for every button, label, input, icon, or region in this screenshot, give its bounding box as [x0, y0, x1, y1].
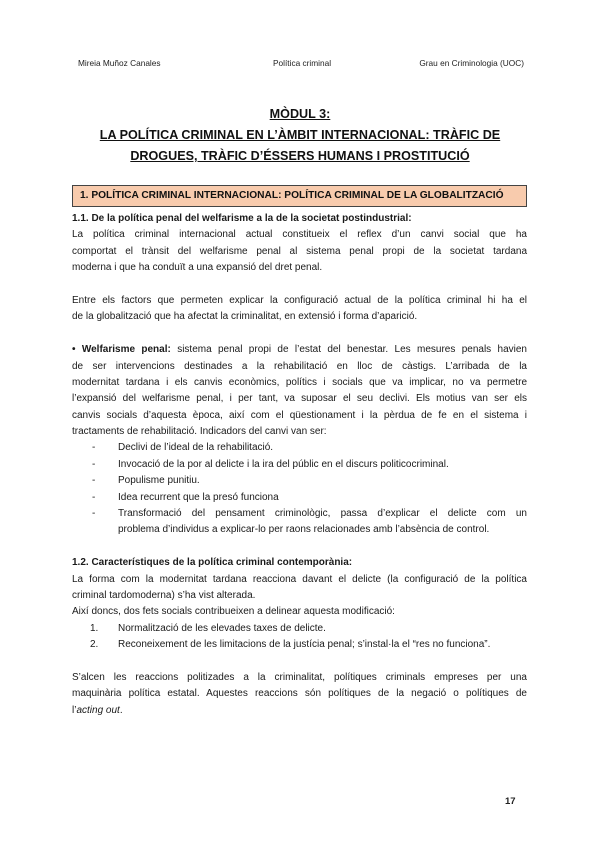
module-title-line2: LA POLÍTICA CRIMINAL EN L’ÀMBIT INTERNACIONAL: TRÀFIC DE: [99, 128, 501, 142]
list-item-continuation: problema d’individus a explicar-lo per raons relacionades amb l’absència de control.: [118, 524, 490, 536]
paragraph-line: Així doncs, dos fets socials contribueixen a delinear aquesta modificació:: [72, 606, 395, 618]
bullet-term: • Welfarisme penal:: [72, 344, 171, 356]
paragraph-line: La política criminal internacional actual constitueix el reflex d’un canvi social que ha: [72, 229, 527, 241]
list-item: - Populisme punitiu.: [72, 473, 527, 489]
subsection-heading-1-2: 1.2. Característiques de la política criminal contemporània:: [72, 557, 353, 569]
bullet-rest: sistema penal propi de l’estat del benestar. Les mesures penals havien: [177, 344, 527, 356]
paragraph-line-last: l’acting out.: [72, 704, 123, 716]
paragraph-line: de ser intervencions destinades a la rehabilitació en lloc de càstigs. L’arribada de la: [72, 360, 527, 372]
module-title-line3: DROGUES, TRÀFIC D’ÉSSERS HUMANS I PROSTITUCIÓ: [130, 149, 470, 163]
paragraph-line: maquinària política estatal. Aquestes reaccions són polítiques de la negació o polítiques de: [72, 688, 527, 700]
paragraph-line: modernitat tardana i els canvis econòmics, polítics i socials que va implicar, no va permetre: [72, 376, 527, 388]
italic-term: acting out: [76, 704, 120, 716]
numbered-item: 2. Reconeixement de les limitacions de la justícia penal; s’instal·la el “res no funciona”.: [90, 639, 491, 651]
paragraph-line: tractaments de rehabilitació. Indicadors del canvi van ser:: [72, 426, 327, 438]
paragraph-line: criminal tardomoderna) s’ha vist alterada.: [72, 589, 256, 601]
header-degree: Grau en Criminologia (UOC): [419, 58, 524, 68]
page-header: [78, 58, 524, 72]
page-number: 17: [505, 796, 516, 807]
paragraph-line: moderna i que ha conduït a una expansió del dret penal.: [72, 262, 323, 274]
header-course: Política criminal: [273, 58, 332, 68]
paragraph-line: Entre els factors que permeten explicar la configuració actual de la política criminal hi ha el: [72, 294, 527, 306]
bullet-first-line: [72, 342, 527, 358]
list-item: - Invocació de la por al delicte i la ira del públic en el discurs politicocriminal.: [72, 457, 527, 473]
paragraph-line: l’expansió del welfarisme penal, i per tant, va suposar el seu declivi. Els motius van ser els: [72, 393, 527, 405]
paragraph-line: canvis socials d’aquesta època, així com el qüestionament i la pèrdua de fe en el sistema i: [72, 409, 527, 421]
module-title-line1: MÒDUL 3:: [269, 107, 331, 121]
header-author: Mireia Muñoz Canales: [78, 58, 161, 68]
subsection-heading-1-1: 1.1. De la política penal del welfarisme a la de la societat postindustrial:: [72, 213, 412, 224]
paragraph-line: S’alcen les reaccions politizades a la criminalitat, polítiques criminals empreses per una: [72, 671, 527, 683]
list-item: - Idea recurrent que la presó funciona: [72, 490, 527, 506]
numbered-item: 1. Normalització de les elevades taxes de delicte.: [90, 622, 326, 634]
body-text: [72, 211, 527, 719]
list-item: - Declivi de l’ideal de la rehabilitació.: [72, 440, 527, 456]
paragraph-line: La forma com la modernitat tardana reacciona davant el delicte (la configuració de la política: [72, 573, 527, 585]
list-item: - Transformació del pensament criminològic, passa d’explicar el delicte com un: [72, 506, 527, 522]
paragraph-line: comportat el trànsit del welfarisme penal al sistema penal propi de la societat tardana: [72, 245, 527, 257]
paragraph-line: de la globalització que ha afectat la criminalitat, en extensió i forma d’aparició.: [72, 311, 418, 323]
section-heading-box: 1. POLÍTICA CRIMINAL INTERNACIONAL: POLÍTICA CRIMINAL DE LA GLOBALITZACIÓ: [72, 185, 527, 207]
